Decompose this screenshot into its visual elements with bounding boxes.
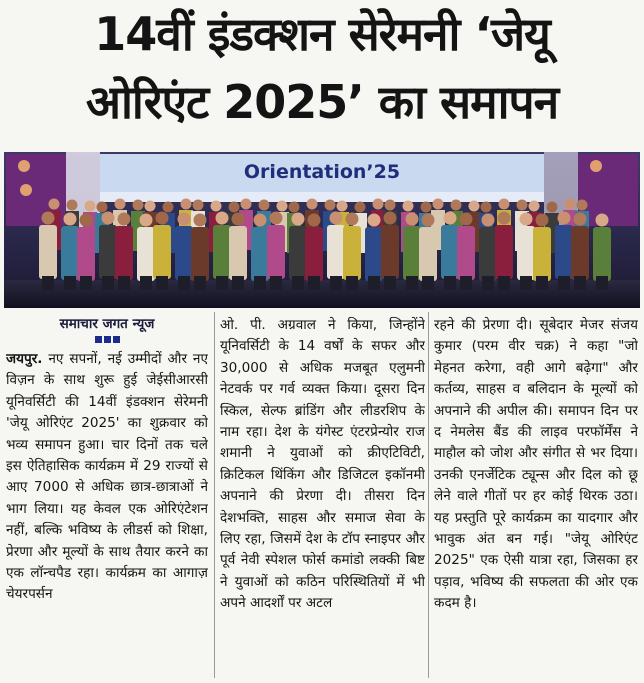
- article-text-3: रहने की प्रेरणा दी। सूबेदार मेजर संजय कुमार (परम वीर चक्र) ने कहा "जो मेहनत करेगा, वही आगे बढ़ेगा" और कर्तव्य, साहस व बलिदान के मूल्यों को अपनाने की अपील की। समापन दिन पर द नेमलेस बैंड की लाइव परफॉर्मेंस ने माहौल को जोश और संगीत से भर दिया। उनकी एनर्जेटिक ट्यून्स और दिल को छू लेने वाले गीतों पर हर कोई थिरक उठा। यह प्रस्तुति पूरे कार्यक्रम का यादगार और भावुक अंत बन गई। "जेयू ओरिएंट 2025" एक ऐसी यात्रा रहा, जिसका हर पड़ाव, भविष्य की सफलता की ओर एक कदम है।: [434, 317, 638, 612]
- article-text-1: नए सपनों, नई उम्मीदों और नए विज़न के साथ शुरू हुई जेईसीआरसी यूनिवर्सिटी की 14वीं इंडक्शन सेरेमनी 'जेयू ओरिएंट 2025' का शुक्रवार को भव्य समापन हुआ। चार दिनों तक चले इस ऐतिहासिक कार्यक्रम में 29 राज्यों से आए 7000 से अधिक छात्र-छात्राओं ने भाग लिया। यह केवल एक ओरिएंटेशन नहीं, बल्कि भविष्य के लीडर्स को शिक्षा, प्रेरणा और मूल्यों के साथ तैयार करने का एक लॉन्चपैड रहा। कार्यक्रम का आगाज़ चेयरपर्सन: [6, 351, 208, 603]
- headline-line-1: 14वीं इंडक्शन सेरेमनी ‘जेयू: [94, 7, 550, 61]
- article-column-1: [6, 312, 208, 680]
- event-photo: [4, 152, 640, 308]
- byline: समाचार जगत न्यूज: [59, 316, 155, 332]
- article-paragraph-1: [6, 349, 208, 606]
- dateline: जयपुर.: [6, 351, 43, 367]
- headline: [0, 0, 644, 150]
- banner-title: Orientation’25: [243, 161, 401, 183]
- article-column-2: [220, 315, 425, 683]
- article-column-3: [434, 315, 638, 683]
- article-text-2: ओ. पी. अग्रवाल ने किया, जिन्होंने यूनिवर्सिटी के 14 वर्षों के सफर और 30,000 से अधिक मजबूत एलुमनी नेटवर्क पर गर्व व्यक्त किया। दूसरा दिन स्किल, सेल्फ ब्रांडिंग और लीडरशिप के नाम रहा। देश के यंगेस्ट एंटरप्रेन्योर राज शमानी ने युवाओं को क्रीएटिविटी, क्रिटिकल थिंकिंग और डिजिटल इकॉनमी अपनाने की प्रेरणा दी। तीसरा दिन देशभक्ति, साहस और समाज सेवा के लिए रहा, जिसमें देश के टॉप स्नाइपर और पूर्व नेवी स्पेशल फोर्स कमांडो लक्की बिष्ट ने युवाओं को कठिन परिस्थितियों में भी अपने आदर्शों पर अटल: [220, 317, 425, 612]
- article-body: [6, 312, 638, 680]
- headline-line-2: ओरिएंट 2025’ का समापन: [85, 75, 559, 129]
- byline-ornament: [6, 334, 208, 346]
